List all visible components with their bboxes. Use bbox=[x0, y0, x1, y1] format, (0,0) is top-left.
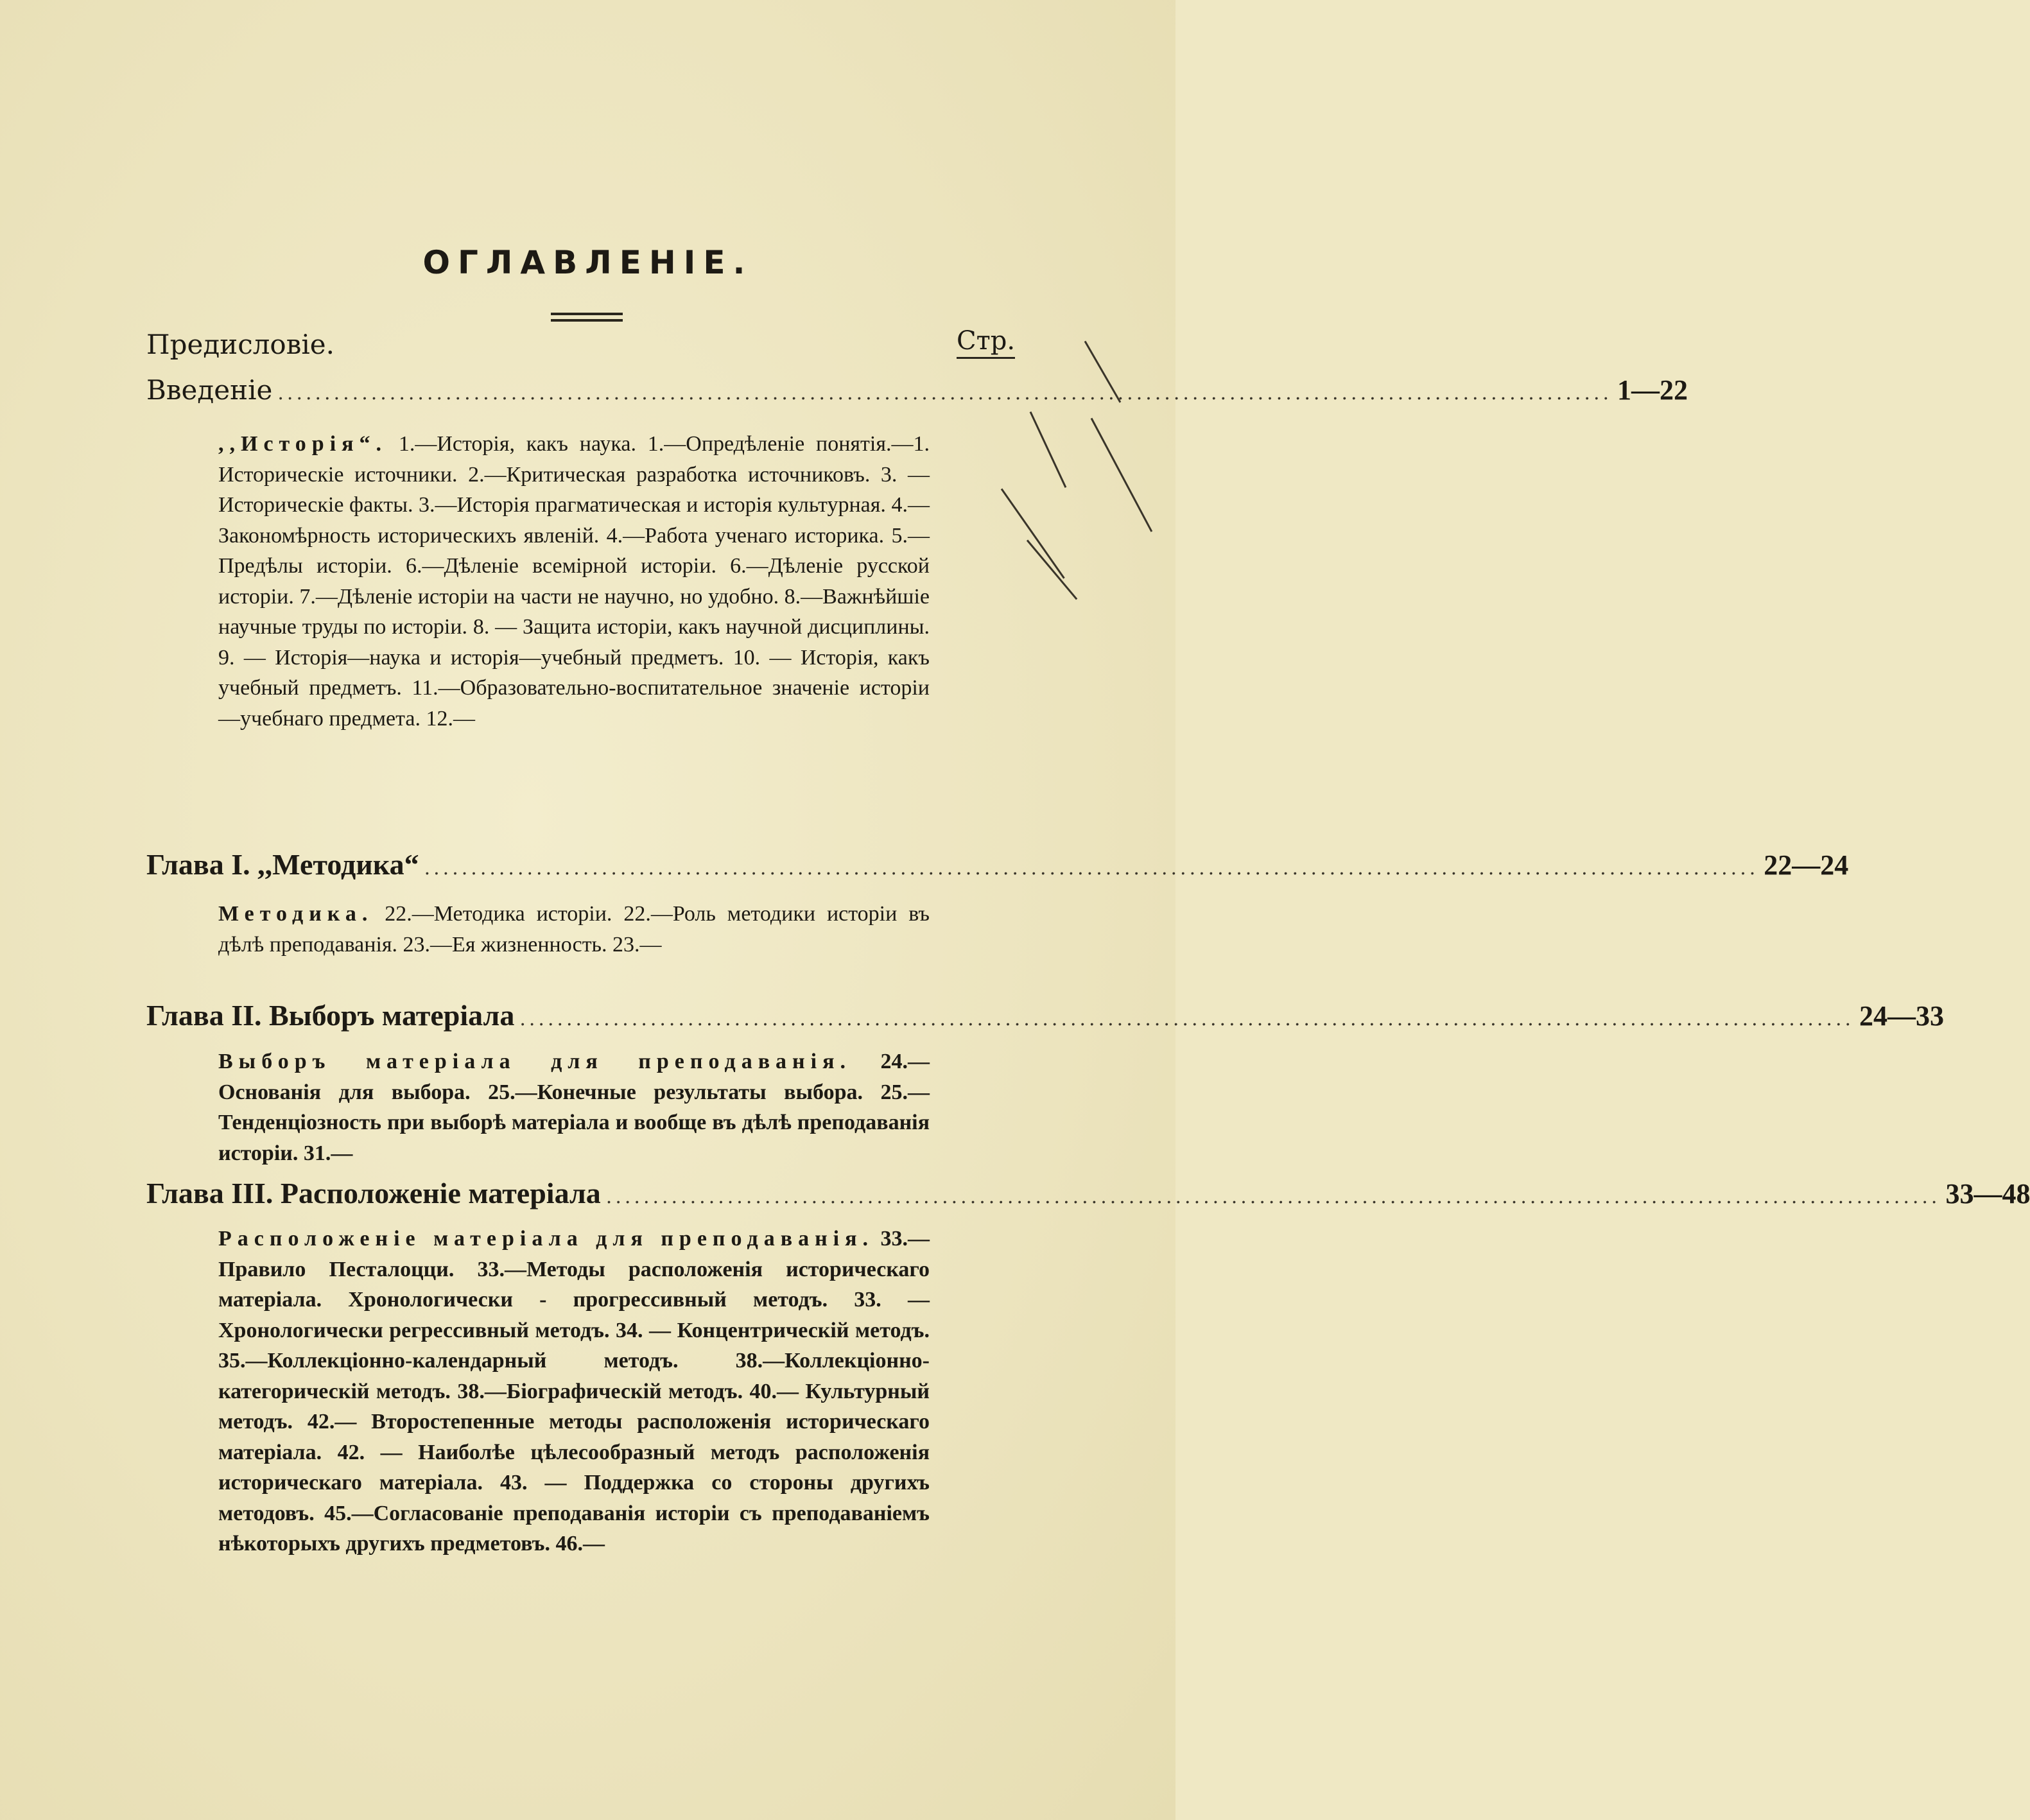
toc-entry-chapter-2 bbox=[146, 998, 1945, 1037]
toc-entry-pages: 22—24 bbox=[1764, 849, 1849, 881]
pencil-mark bbox=[1001, 489, 1065, 579]
toc-entry-chapter-1 bbox=[146, 847, 1849, 886]
toc-entry-label: Глава II. Выборъ матеріала bbox=[146, 999, 515, 1032]
toc-entry-pages: 33—48 bbox=[1945, 1178, 2030, 1209]
page-column-header: Стр. bbox=[957, 326, 1015, 359]
title-rule-bottom bbox=[551, 319, 623, 322]
pencil-mark bbox=[1027, 540, 1077, 600]
summary-text: 33.—Правило Песталоцци. 33.—Методы расположенія историческаго матеріала. Хронологически - прогрессивный методъ. 33. — Хронологически регрессивный методъ. 34. — Концентрическій методъ. 35.—Коллекціонно-календарный методъ. 38.—Коллекціонно-категорическій методъ. 38.—Біографическій методъ. 40.— Культурный методъ. 42.— Второстепенные методы расположенія историческаго матеріала. 42. — Наиболѣе цѣлесообразный методъ расположенія историческаго матеріала. 43. — Поддержка со стороны другихъ методовъ. 45.—Согласованіе преподаванія исторіи съ преподаваніемъ нѣкоторыхъ другихъ предметовъ. 46.— bbox=[218, 1227, 930, 1556]
leader-dots: ............................................................................................................................................... bbox=[519, 1008, 1855, 1030]
summary-introduction bbox=[218, 429, 930, 734]
summary-text: 1.—Исторія, какъ наука. 1.—Опредѣленіе понятія.—1. Историческіе источники. 2.—Критическая разработка источниковъ. 3. — Историческіе факты. 3.—Исторія прагматическая и исторія культурная. 4.—Закономѣрность историческихъ явленій. 4.—Работа ученаго историка. 5.—Предѣлы исторіи. 6.—Дѣленіе всемірной исторіи. 6.—Дѣленіе русской исторіи. 7.—Дѣленіе исторіи на части не научно, но удобно. 8.—Важнѣйшіе научные труды по исторіи. 8. — Защита исторіи, какъ научной дисциплины. 9. — Исторія—наука и исторія—учебный предметъ. 10. — Исторія, какъ учебный предметъ. 11.—Образовательно-воспитательное значеніе исторіи—учебнаго предмета. 12.— bbox=[218, 432, 930, 731]
summary-lead: Расположеніе матеріала для преподаванія. bbox=[218, 1227, 874, 1251]
pencil-mark bbox=[1030, 412, 1067, 488]
page-title: ОГЛАВЛЕНІЕ. bbox=[422, 244, 753, 281]
leader-dots: ............................................................................................................................................... bbox=[277, 382, 1613, 404]
toc-entry-pages: 1—22 bbox=[1617, 374, 1688, 406]
summary-lead: Выборъ матеріала для преподаванія. bbox=[218, 1050, 851, 1073]
pencil-mark bbox=[1091, 418, 1153, 532]
summary-chapter-2 bbox=[218, 1046, 930, 1168]
summary-lead: ,,Исторія“. bbox=[218, 432, 388, 456]
toc-entry-label: Глава III. Расположеніе матеріала bbox=[146, 1177, 601, 1209]
toc-entry-chapter-3 bbox=[146, 1176, 2030, 1215]
summary-chapter-3 bbox=[218, 1224, 930, 1559]
toc-entry-label: Глава I. ,,Методика“ bbox=[146, 848, 419, 881]
leader-dots: ............................................................................................................................................... bbox=[605, 1186, 1941, 1208]
summary-lead: Методика. bbox=[218, 902, 374, 926]
leader-dots: ............................................................................................................................................... bbox=[424, 857, 1759, 880]
summary-text: 24.—Основанія для выбора. 25.—Конечные результаты выбора. 25.—Тенденціозность при выборѣ матеріала и вообще въ дѣлѣ преподаванія исторіи. 31.— bbox=[218, 1050, 930, 1165]
toc-entry-introduction bbox=[146, 374, 1688, 412]
toc-entry-label: Предисловіе. bbox=[146, 329, 334, 360]
summary-chapter-1 bbox=[218, 899, 930, 960]
title-rule-top bbox=[551, 313, 623, 315]
toc-entry-preface bbox=[146, 329, 917, 367]
toc-entry-label: Введеніе bbox=[146, 374, 273, 406]
toc-entry-pages: 24—33 bbox=[1859, 1000, 1945, 1032]
summary-text: 22.—Методика исторіи. 22.—Роль методики исторіи въ дѣлѣ преподаванія. 23.—Ея жизненность. 23.— bbox=[218, 902, 930, 957]
